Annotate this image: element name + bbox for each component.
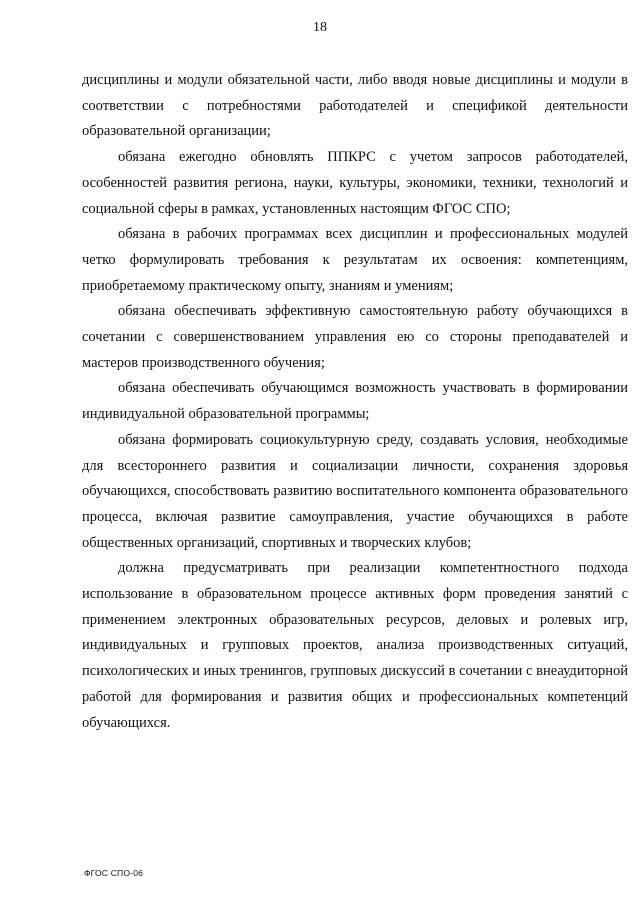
paragraph-individual-program: обязана обеспечивать обучающимся возможность участвовать в формировании индивидуальной образовательной программы;	[82, 380, 628, 423]
footer-document-code: ФГОС СПО-06	[84, 868, 144, 878]
paragraph-independent-work: обязана обеспечивать эффективную самостоятельную работу обучающихся в сочетании с совершенствованием управления ею со стороны преподавателей и мастеров производственного обучения;	[82, 303, 628, 371]
paragraph-sociocultural-environment: обязана формировать социокультурную среду, создавать условия, необходимые для всестороннего развития и социализации личности, сохранения здоровья обучающихся, способствовать развитию воспитательного компонента образовательного процесса, включая развитие самоуправления, участие обучающихся в работе общественных организаций, спортивных и творческих клубов;	[82, 431, 628, 551]
paragraph-work-programs: обязана в рабочих программах всех дисциплин и профессиональных модулей четко формулировать требования к результатам их освоения: компетенциям, приобретаемому практическому опыту, знаниям и умениям;	[82, 226, 628, 294]
paragraph-continuation: дисциплины и модули обязательной части, либо вводя новые дисциплины и модули в соответствии с потребностями работодателей и спецификой деятельности образовательной организации;	[82, 72, 628, 140]
body-text	[82, 68, 628, 736]
page-number: 18	[313, 20, 327, 35]
paragraph-competence-approach: должна предусматривать при реализации компетентностного подхода использование в образовательном процессе активных форм проведения занятий с применением электронных образовательных ресурсов, деловых и ролевых игр, индивидуальных и групповых проектов, анализа производственных ситуаций, психологических и иных тренингов, групповых дискуссий в сочетании с внеаудиторной работой для формирования и развития общих и профессиональных компетенций обучающихся.	[82, 560, 628, 731]
paragraph-update-ppkrs: обязана ежегодно обновлять ППКРС с учетом запросов работодателей, особенностей развития региона, науки, культуры, экономики, техники, технологий и социальной сферы в рамках, установленных настоящим ФГОС СПО;	[82, 149, 628, 217]
